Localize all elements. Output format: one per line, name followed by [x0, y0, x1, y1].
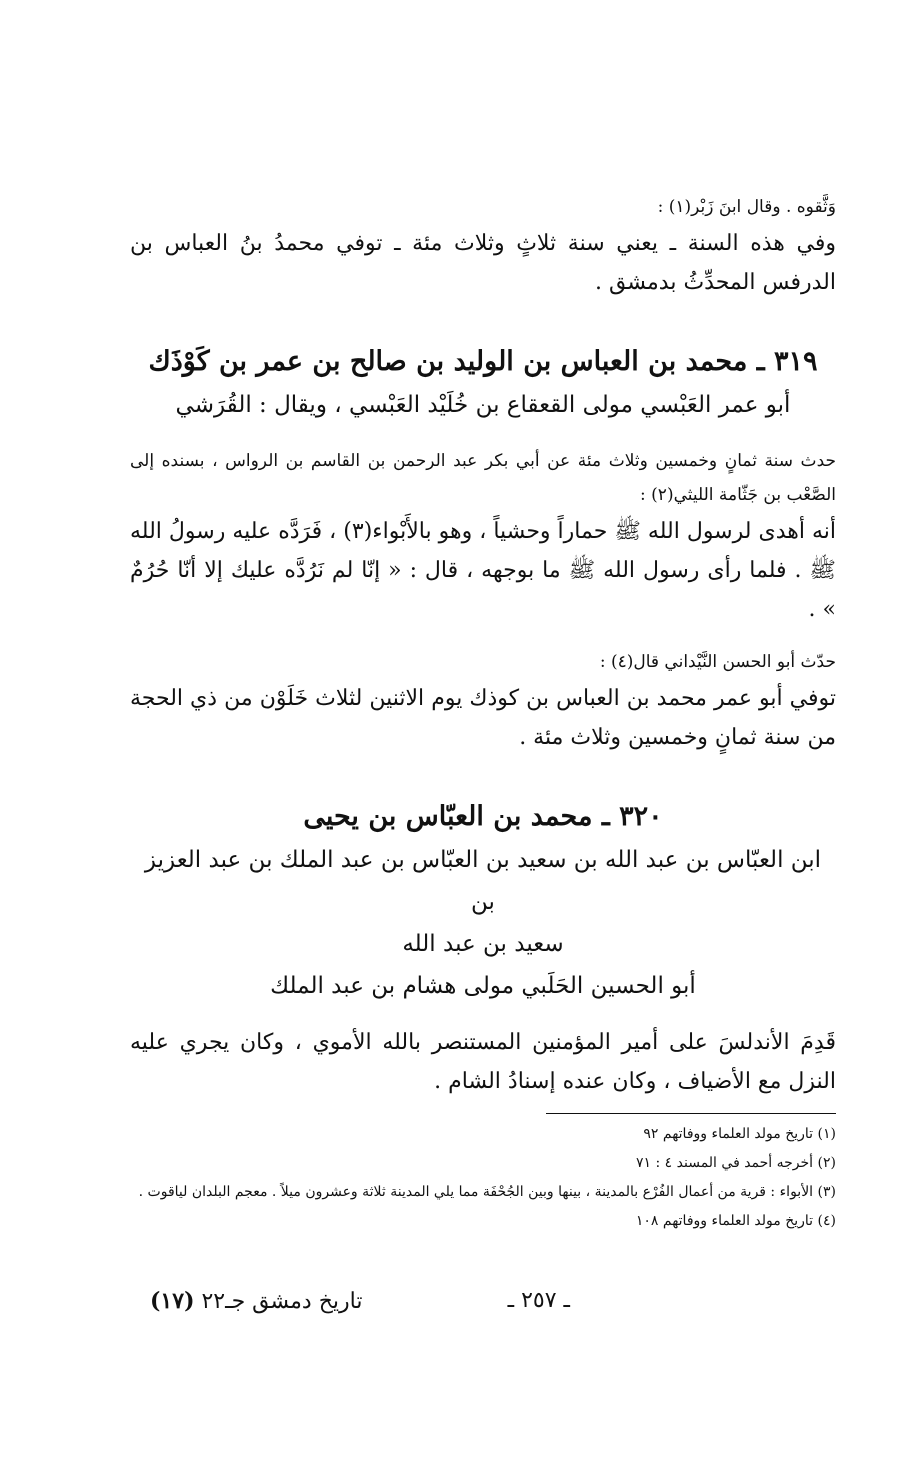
entry-319-death: توفي أبو عمر محمد بن العباس بن كوذك يوم الاثنين لثلاث خَلَوْن من ذي الحجة من سنة ثمانٍ وخمسين وثلاث مئة . — [130, 686, 836, 750]
page-number: ـ ٢٥٧ ـ — [507, 1288, 570, 1313]
page-content — [130, 190, 836, 1236]
footnote-3: (٣) الأبواء : قرية من أعمال الفُرْع بالمدينة ، بينها وبين الجُحْفَة مما يلي المدينة ثلاثة وعشرون ميلاً . معجم البلدان لياقوت . — [138, 1184, 836, 1200]
entry-320-title: ٣٢٠ ـ محمد بن العبّاس بن يحيى — [303, 801, 663, 832]
page-footer — [150, 1281, 570, 1321]
signature-number: (١٧) — [150, 1288, 195, 1314]
entry-319-hadith: أنه أهدى لرسول الله ﷺ حماراً وحشياً ، وهو بالأَبْواء(٣) ، فَرَدَّه عليه رسولُ الله ﷺ . فلما رأى رسول الله ﷺ ما بوجهه ، قال : « إنّا لم نَرُدَّه عليك إلا أنّا حُرُمٌ » . — [130, 519, 836, 622]
footnote-1: (١) تاريخ مولد العلماء ووفاتهم ٩٢ — [643, 1126, 836, 1142]
entry-319-narrator: حدّث أبو الحسن النَّيْداني قال(٤) : — [599, 652, 836, 672]
footnotes — [130, 1120, 836, 1236]
intro-line-2: وفي هذه السنة ـ يعني سنة ثلاثٍ وثلاث مئة ـ توفي محمدُ بنُ العباس بن الدرفس المحدِّثُ بدمشق . — [130, 231, 836, 295]
book-title — [150, 1281, 363, 1322]
entry-319-title: ٣١٩ ـ محمد بن العباس بن الوليد بن صالح بن عمر بن كَوْذَك — [148, 346, 818, 377]
book-title-text: تاريخ دمشق جـ٢٢ — [201, 1289, 363, 1314]
entry-320-lineage-1: ابن العبّاس بن عبد الله بن سعيد بن العبّاس بن عبد الملك بن عبد العزيز بن — [144, 847, 822, 915]
entry-320-text: قَدِمَ الأندلسَ على أمير المؤمنين المستنصر بالله الأموي ، وكان يجري عليه النزل مع الأضياف ، وكان عنده إسنادُ الشام . — [130, 1030, 836, 1094]
footnote-2: (٢) أخرجه أحمد في المسند ٤ : ٧١ — [635, 1155, 836, 1171]
intro-line-1: وَثَّقوه . وقال ابنَ زَبْر(١) : — [657, 197, 836, 217]
entry-320-lineage-2: سعيد بن عبد الله — [402, 931, 564, 957]
entry-319-subtitle: أبو عمر العَبْسي مولى القعقاع بن خُلَيْد العَبْسي ، ويقال : القُرَشي — [175, 392, 791, 418]
footnote-4: (٤) تاريخ مولد العلماء ووفاتهم ١٠٨ — [635, 1213, 836, 1229]
entry-319-isnad: حدث سنة ثمانٍ وخمسين وثلاث مئة عن أبي بكر عبد الرحمن بن القاسم بن الرواس ، بسنده إلى الصَّعْب بن جَثّامة الليثي(٢) : — [130, 451, 836, 505]
footnote-divider — [546, 1113, 836, 1114]
entry-320-kunya: أبو الحسين الحَلَبي مولى هشام بن عبد الملك — [270, 973, 696, 999]
